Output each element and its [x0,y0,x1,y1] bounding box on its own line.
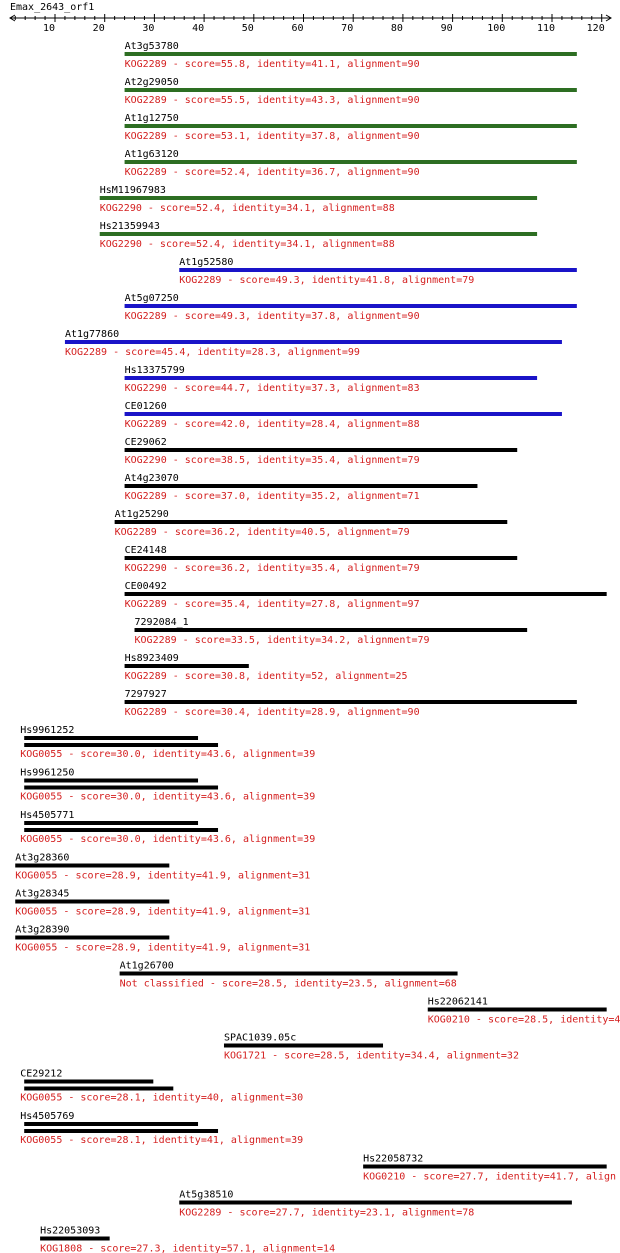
hit-info: KOG2289 - score=55.5, identity=43.3, alignment=90 [124,95,420,106]
hit-info: KOG2289 - score=30.4, identity=28.9, alignment=90 [124,707,420,718]
hit-name: At1g52580 [179,257,234,268]
hit-name: At3g28345 [15,888,70,900]
hit-row [224,1033,519,1062]
hit-name: At1g25290 [114,509,169,520]
hit-row [20,810,315,845]
hit-row [20,768,315,803]
hit-bar [15,936,169,940]
hit-name: At4g23070 [124,473,179,484]
hit-name: Hs22053093 [40,1225,101,1237]
hit-bar [24,1129,218,1133]
axis-tick-label: 110 [536,23,556,34]
hit-row [125,149,577,178]
hit-bar [125,592,607,596]
hit-info: KOG2289 - score=49.3, identity=37.8, alignment=90 [124,311,420,322]
hit-name: HsM11967983 [99,185,166,196]
hit-row [20,725,315,760]
hit-row [125,401,562,430]
hit-info: KOG2289 - score=49.3, identity=41.8, alignment=79 [179,275,475,286]
hit-row [135,617,528,646]
hit-info: KOG2289 - score=55.8, identity=41.1, alignment=90 [124,59,420,70]
hit-row [20,1111,303,1146]
hit-name: At1g12750 [124,113,179,124]
hit-name: CE29212 [20,1068,63,1080]
axis-tick-label: 20 [92,23,105,34]
hit-info: KOG0055 - score=28.9, identity=41.9, alignment=31 [15,906,311,918]
hit-info: KOG2290 - score=38.5, identity=35.4, alignment=79 [124,455,420,466]
hit-bar [115,520,508,524]
hit-info: KOG0055 - score=28.9, identity=41.9, alignment=31 [15,870,311,882]
hit-row [125,293,577,322]
hit-bar [100,196,537,200]
hit-name: CE01260 [124,401,167,412]
hit-row [40,1226,335,1253]
hit-info: KOG2289 - score=33.5, identity=34.2, alignment=79 [134,635,430,646]
hit-info: KOG2290 - score=52.4, identity=34.1, alignment=88 [99,239,395,250]
hit-info: KOG2289 - score=27.7, identity=23.1, alignment=78 [179,1207,475,1219]
hit-name: Hs8923409 [124,653,179,664]
axis-tick-label: 50 [241,23,254,34]
query-axis [10,14,611,34]
hit-info: KOG2289 - score=45.4, identity=28.3, alignment=99 [64,347,360,358]
hit-info: KOG2290 - score=36.2, identity=35.4, alignment=79 [124,563,420,574]
hit-name: At1g77860 [64,329,120,340]
hit-name: At3g28390 [15,924,70,936]
hit-info: KOG0055 - score=30.0, identity=43.6, alignment=39 [20,749,316,760]
hit-row [115,509,508,538]
hit-bar [24,1080,153,1084]
hit-row [100,185,537,214]
hit-row [120,961,458,990]
hit-info: KOG2289 - score=36.2, identity=40.5, alignment=79 [114,527,410,538]
hit-name: Hs21359943 [99,221,160,232]
hit-bar [125,52,577,56]
hit-bar [125,124,577,128]
hit-list [15,41,620,1253]
hit-info: KOG0055 - score=28.1, identity=40, alignment=30 [20,1092,304,1104]
hit-name: At1g26700 [119,960,174,972]
hit-name: At3g53780 [124,41,179,52]
hit-row [125,653,408,682]
hit-bar [15,900,169,904]
hit-info: KOG2289 - score=35.4, identity=27.8, alignment=97 [124,599,420,610]
hit-name: SPAC1039.05c [223,1032,297,1044]
hit-row [15,889,310,918]
hit-row [363,1154,616,1183]
hit-name: Hs9961250 [20,767,75,779]
hit-info: KOG2289 - score=53.1, identity=37.8, alignment=90 [124,131,420,142]
hit-info: KOG2290 - score=44.7, identity=37.3, alignment=83 [124,383,420,394]
axis-tick-label: 120 [586,23,605,34]
axis-tick-label: 80 [390,23,403,34]
hit-row [15,853,310,882]
hit-info: KOG0055 - score=28.9, identity=41.9, alignment=31 [15,942,311,954]
axis-tick-label: 10 [42,23,56,34]
hit-info: KOG2290 - score=52.4, identity=34.1, alignment=88 [99,203,395,214]
hit-bar [224,1044,383,1048]
hit-bar [24,779,198,783]
hit-row [125,77,577,106]
hit-bar [125,412,562,416]
hit-info: KOG1808 - score=27.3, identity=57.1, alignment=14 [40,1243,336,1253]
hit-bar [125,88,577,92]
hit-row [65,329,562,358]
hit-bar [125,376,538,380]
hit-bar [24,1122,198,1126]
hit-row [100,221,537,250]
hit-name: CE24148 [124,545,167,556]
hit-bar [363,1165,607,1169]
hit-bar [135,628,528,632]
axis-tick-label: 70 [341,23,354,34]
hit-info: KOG0055 - score=28.1, identity=41, alignment=39 [20,1135,304,1146]
hit-name: Hs4505771 [20,810,75,821]
hit-info: KOG2289 - score=37.0, identity=35.2, alignment=71 [124,491,420,502]
hit-row [125,689,577,718]
hit-bar [24,828,218,832]
hit-name: Hs22058732 [363,1153,424,1165]
hit-row [125,545,518,574]
hit-name: At2g29050 [124,77,179,88]
hit-row [125,473,478,502]
hit-info: Not classified - score=28.5, identity=23.5, alignment=68 [119,978,457,990]
query-title: Emax_2643_orf1 [10,2,95,13]
hit-row [125,41,577,70]
hit-name: At1g63120 [124,149,179,160]
hit-info: KOG0055 - score=30.0, identity=43.6, alignment=39 [20,791,316,803]
hit-bar [125,700,577,704]
axis-tick-label: 40 [192,23,205,34]
hit-info: KOG2289 - score=30.8, identity=52, alignment=25 [124,671,408,682]
hit-name: CE29062 [124,437,167,448]
hit-row [125,113,577,142]
hit-name: At5g38510 [179,1189,234,1201]
hit-row [20,1069,303,1104]
hit-row [125,437,518,466]
hit-bar [24,786,218,790]
hit-bar [428,1008,607,1012]
hit-bar [179,268,577,272]
hit-info: KOG2289 - score=42.0, identity=28.4, alignment=88 [124,419,420,430]
hit-name: Hs22062141 [427,996,488,1008]
hit-info: KOG1721 - score=28.5, identity=34.4, alignment=32 [223,1050,519,1062]
hit-name: At3g28360 [15,852,70,864]
hit-row [125,581,607,610]
hit-name: CE00492 [124,581,167,592]
hit-bar [24,1087,173,1091]
hit-name: 7297927 [124,689,167,700]
axis-tick-label: 90 [440,23,453,34]
axis-tick-label: 100 [487,23,506,34]
hit-info: KOG0055 - score=30.0, identity=43.6, alignment=39 [20,834,316,845]
hit-info: KOG2289 - score=52.4, identity=36.7, alignment=90 [124,167,420,178]
hit-bar [120,972,458,976]
hit-bar [100,232,537,236]
hit-name: Hs13375799 [124,365,185,376]
hit-row [179,1190,572,1219]
hit-bar [125,304,577,308]
hit-bar [24,743,218,747]
hit-bar [179,1201,572,1205]
hit-bar [125,448,518,452]
hit-info: KOG0210 - score=28.5, identity=4 [427,1014,620,1026]
hit-bar [125,484,478,488]
hit-name: At5g07250 [124,293,179,304]
hit-bar [125,556,518,560]
hit-bar [40,1237,110,1241]
hit-row [179,257,577,286]
hit-bar [24,821,198,825]
axis-tick-label: 60 [291,23,304,34]
axis-tick-label: 30 [142,23,155,34]
hit-row [15,925,310,954]
hit-bar [65,340,562,344]
hit-info: KOG0210 - score=27.7, identity=41.7, align [363,1171,617,1183]
hit-name: Hs4505769 [20,1111,75,1122]
hit-bar [15,864,169,868]
hit-name: Hs9961252 [20,725,75,736]
hit-bar [24,736,198,740]
hit-row [125,365,538,394]
hit-bar [125,664,249,668]
hit-row [428,997,620,1026]
hit-name: 7292084_1 [134,617,189,628]
hit-bar [125,160,577,164]
